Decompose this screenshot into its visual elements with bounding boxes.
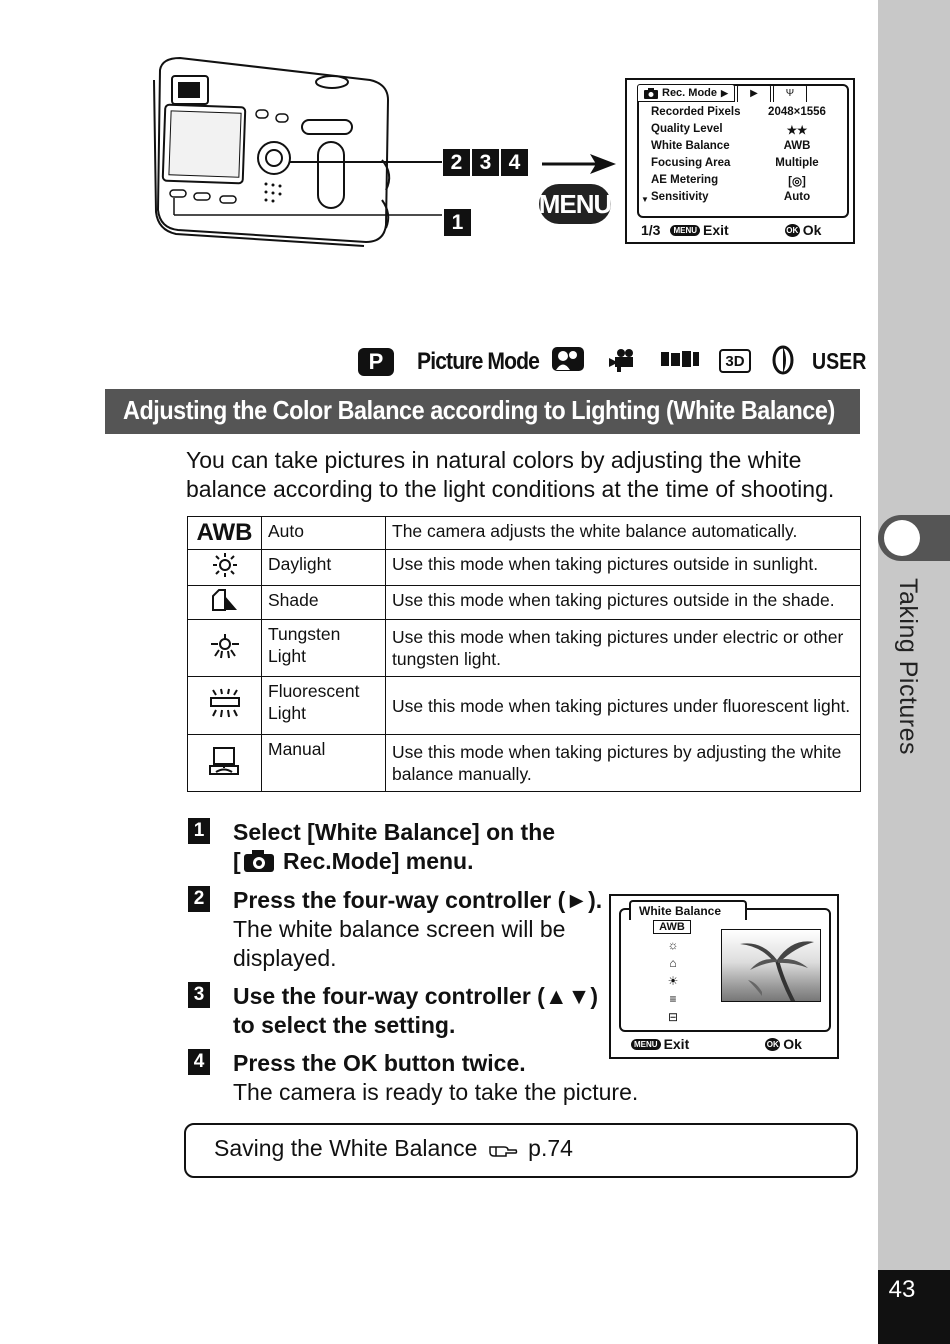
menu-row-label: Quality Level: [651, 123, 723, 135]
exit-label: Exit: [663, 1036, 690, 1052]
lcd-footer: [641, 222, 841, 238]
step-number: 4: [188, 1049, 210, 1075]
table-row: [188, 586, 861, 620]
wb-name: Shade: [262, 586, 386, 620]
table-row: [188, 620, 861, 677]
step-4-heading: Press the OK button twice.: [233, 1050, 526, 1076]
daylight-icon: ☼: [667, 938, 679, 952]
movie-mode-icon: [607, 344, 637, 374]
step-badge: 2: [443, 149, 470, 176]
awb-option: AWB: [653, 920, 691, 934]
palm-tree-icon: [722, 930, 821, 1002]
menu-row-value: Auto: [783, 191, 811, 203]
page-number: 43: [888, 1276, 916, 1303]
step-4-note: The camera is ready to take the picture.: [233, 1079, 639, 1105]
step-1-bracket: [: [233, 848, 241, 874]
step-badge: 3: [472, 149, 499, 176]
exit-label: Exit: [703, 222, 729, 238]
rec-mode-tab-label: Rec. Mode: [662, 87, 718, 99]
wb-desc: Use this mode when taking pictures under electric or other tungsten light.: [386, 620, 861, 677]
chapter-circle-icon: [884, 520, 920, 556]
reference-page: p.74: [528, 1135, 573, 1161]
fluorescent-icon: ≡: [669, 992, 677, 1006]
menu-row-value: AWB: [783, 140, 811, 152]
tungsten-icon: [209, 632, 241, 660]
tab-playback: [737, 84, 771, 102]
step-3-line-b: to select the setting.: [233, 1012, 456, 1038]
awb-icon: [188, 517, 262, 550]
ok-pill-icon: OK: [766, 1039, 779, 1049]
step-badge-1: 1: [444, 209, 471, 236]
table-row: [188, 517, 861, 550]
digital-filter-icon: [772, 344, 794, 376]
menu-row: [651, 174, 851, 188]
program-mode-icon: P: [358, 348, 394, 376]
wb-desc: The camera adjusts the white balance automatically.: [386, 517, 861, 550]
menu-row-label: Recorded Pixels: [651, 106, 741, 118]
camera-icon: [243, 849, 275, 873]
menu-row: [651, 157, 851, 169]
wrench-icon: Ψ: [785, 88, 795, 99]
wb-screen-footer: [631, 1036, 831, 1052]
step-3-line-a: Use the four-way controller (▲▼): [233, 983, 599, 1009]
step-badges-234: [443, 149, 528, 176]
tab-rec-mode: [637, 84, 735, 102]
step-number: 1: [188, 818, 210, 844]
manual-wb-icon: [208, 746, 242, 776]
intro-paragraph: You can take pictures in natural colors by adjusting the white balance according to the light conditions at the time of shooting.: [186, 447, 835, 502]
step-2-heading: Press the four-way controller (►).: [233, 887, 603, 913]
wb-desc: Use this mode when taking pictures outside in the shade.: [386, 586, 861, 620]
reference-box: [184, 1123, 858, 1178]
section-title: [105, 389, 860, 434]
right-arrow-icon: [540, 152, 618, 176]
wb-screen-title: White Balance: [629, 900, 747, 920]
rec-mode-menu-screen: [625, 78, 855, 244]
wb-name: Auto: [262, 517, 386, 550]
menu-row-label: Sensitivity: [651, 191, 709, 203]
wb-desc: Use this mode when taking pictures by adjusting the white balance manually.: [386, 735, 861, 792]
menu-row: [651, 123, 851, 137]
chapter-label: Taking Pictures: [894, 578, 922, 756]
wb-desc: Use this mode when taking pictures outside in sunlight.: [386, 550, 861, 586]
portrait-mode-icon: [551, 344, 585, 374]
shade-icon: [211, 588, 239, 612]
wb-desc: Use this mode when taking pictures under fluorescent light.: [386, 677, 861, 735]
section-title-text: Adjusting the Color Balance according to Lighting (White Balance): [123, 395, 835, 425]
camera-illustration-icon: [150, 50, 450, 250]
user-mode-label: USER: [812, 348, 867, 374]
step-2-note: The white balance screen will be displayed.: [233, 916, 566, 971]
wb-option-list: [653, 920, 693, 1026]
menu-row-label: Focusing Area: [651, 157, 731, 169]
menu-row: [651, 191, 851, 203]
tab-setup: [773, 84, 807, 102]
panorama-mode-icon: [660, 344, 700, 374]
table-row: [188, 677, 861, 735]
pointing-hand-icon: [488, 1142, 518, 1158]
wb-name: Tungsten Light: [262, 620, 386, 677]
picture-mode-label: Picture Mode: [417, 348, 540, 375]
menu-row-value: ★★: [786, 125, 808, 137]
menu-row: [651, 140, 851, 152]
lcd-tab-row: [637, 84, 807, 102]
menu-row-value: 2048×1556: [768, 106, 826, 118]
white-balance-screen: [609, 894, 839, 1059]
step-1-line-a: Select [White Balance] on the: [233, 819, 556, 845]
shade-icon: ⌂: [669, 956, 677, 970]
awb-icon-text: AWB: [196, 518, 253, 546]
chapter-marker: [878, 515, 950, 561]
reference-text: Saving the White Balance: [214, 1135, 478, 1161]
ok-label: Ok: [783, 1036, 802, 1052]
menu-row-value: Multiple: [775, 157, 819, 169]
step-badge: 4: [501, 149, 528, 176]
page-indicator: 1/3: [641, 222, 661, 238]
daylight-icon: [212, 552, 238, 578]
step-number: 3: [188, 982, 210, 1008]
ok-pill-icon: OK: [786, 225, 799, 235]
menu-pill-icon: MENU: [631, 1039, 661, 1050]
wb-name: Daylight: [262, 550, 386, 586]
menu-row-label: AE Metering: [651, 174, 719, 186]
3d-mode-icon: 3D: [719, 349, 751, 373]
tungsten-icon: ☀: [667, 974, 679, 988]
scroll-down-icon: ▼: [641, 195, 649, 204]
menu-row-label: White Balance: [651, 140, 730, 152]
ok-label: Ok: [802, 222, 822, 238]
tab-arrow-icon: ▶: [721, 87, 728, 98]
step-1-line-c: Rec.Mode] menu.: [276, 848, 474, 874]
camera-icon: [644, 88, 658, 99]
menu-pill-icon: MENU: [670, 225, 700, 236]
white-balance-table: [187, 516, 861, 792]
step-number: 2: [188, 886, 210, 912]
table-row: [188, 735, 861, 792]
fluorescent-icon: [208, 688, 242, 718]
menu-button-icon: MENU: [539, 184, 611, 224]
menu-row: [651, 106, 851, 118]
table-row: [188, 550, 861, 586]
metering-icon: [◎]: [788, 176, 806, 188]
mode-icons-row: [358, 344, 556, 380]
preview-image: [721, 929, 821, 1002]
manual-wb-icon: ⊟: [667, 1010, 679, 1024]
wb-name: Manual: [262, 735, 386, 792]
play-icon: ▶: [750, 88, 758, 99]
wb-name: Fluorescent Light: [262, 677, 386, 735]
